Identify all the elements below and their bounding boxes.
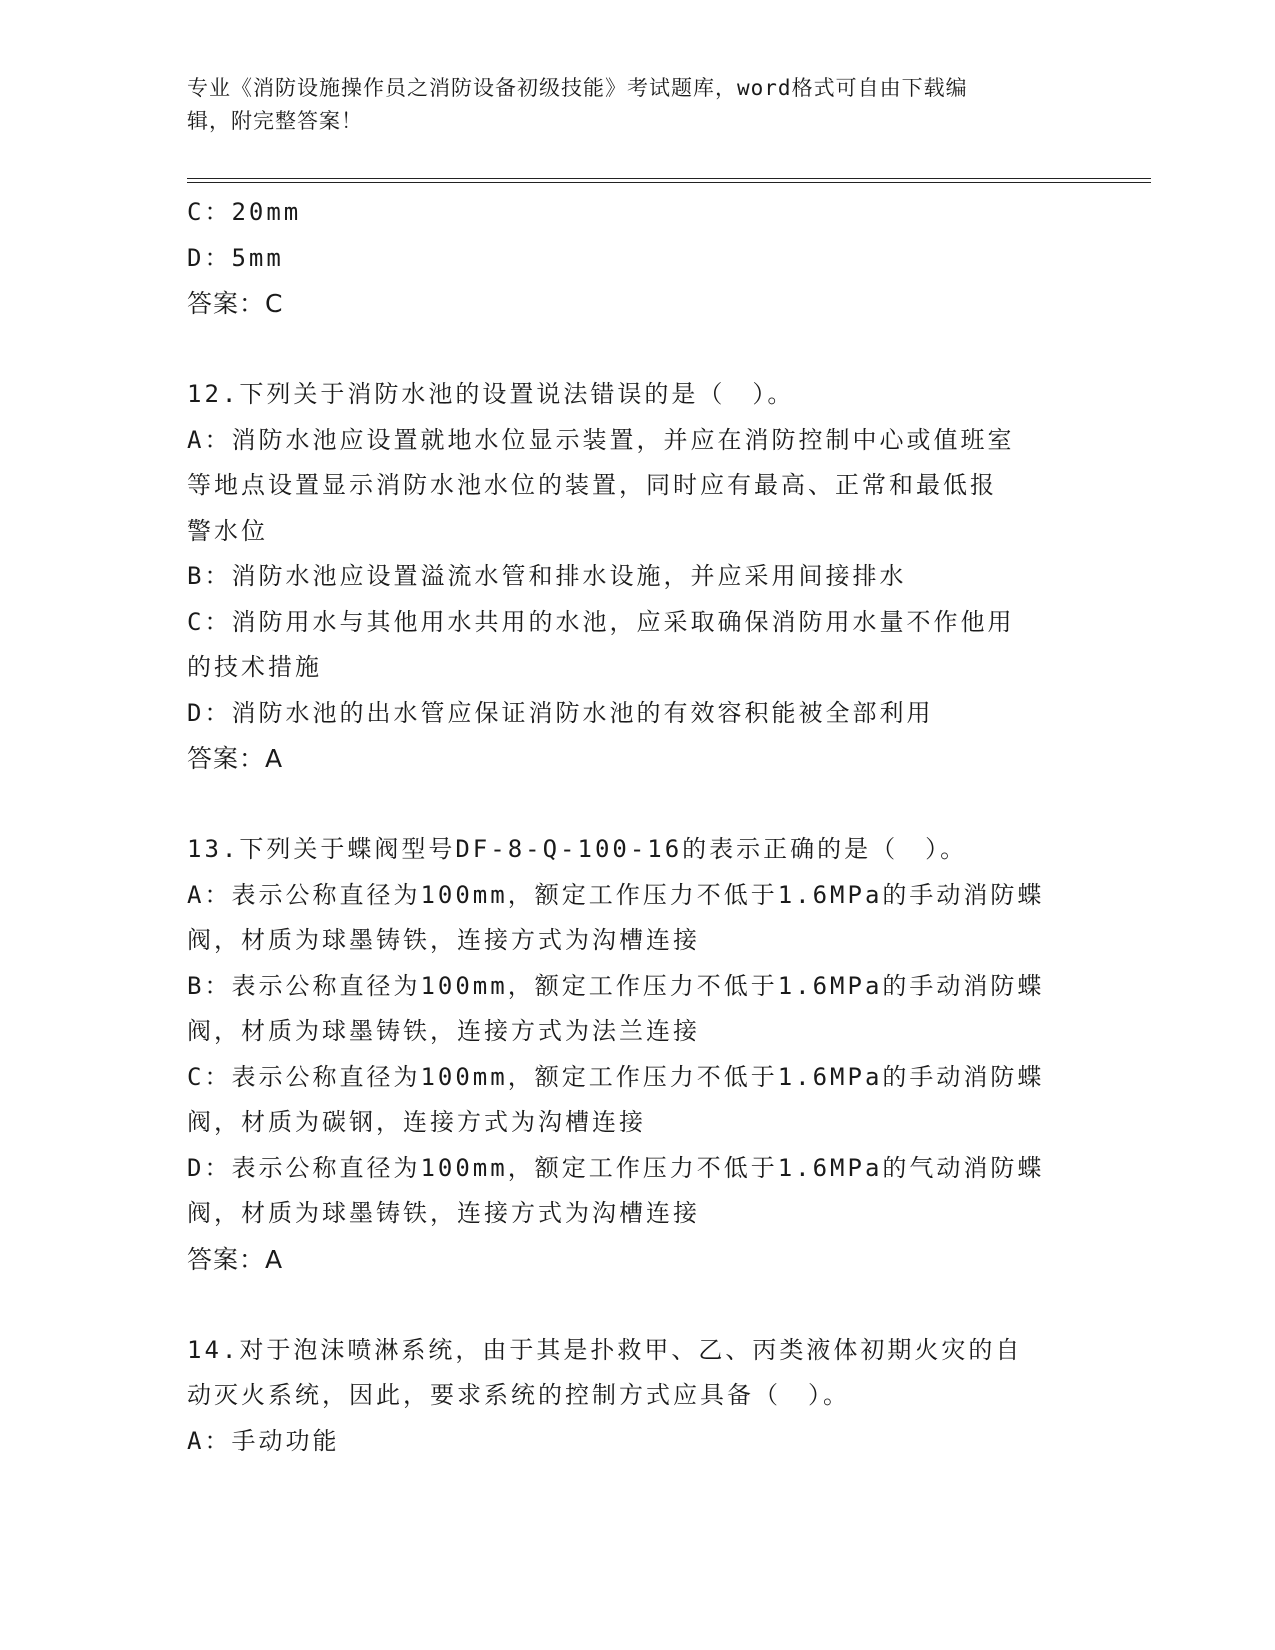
header-divider-top — [187, 178, 1151, 179]
q13-answer: 答案：A — [187, 1244, 284, 1274]
q13-option-b-line-2: 阀，材质为球墨铸铁，连接方式为法兰连接 — [187, 1017, 700, 1045]
q12-option-a-line-1: A：消防水池应设置就地水位显示装置，并应在消防控制中心或值班室 — [187, 425, 1015, 454]
q13-option-a-line-1: A：表示公称直径为100mm，额定工作压力不低于1.6MPa的手动消防蝶 — [187, 880, 1045, 909]
q11-option-c: C：20mm — [187, 198, 302, 226]
q14-stem-line-1: 14.对于泡沫喷淋系统，由于其是扑救甲、乙、丙类液体初期火灾的自 — [187, 1335, 1023, 1364]
q12-option-a-line-2: 等地点设置显示消防水池水位的装置，同时应有最高、正常和最低报 — [187, 471, 997, 499]
spacer — [187, 782, 1087, 828]
q13-option-b-line-1: B：表示公称直径为100mm，额定工作压力不低于1.6MPa的手动消防蝶 — [187, 971, 1045, 1000]
spacer — [187, 1282, 1087, 1328]
q14-option-a: A：手动功能 — [187, 1426, 340, 1455]
spacer — [187, 327, 1087, 373]
header-divider-bottom — [187, 182, 1151, 183]
q13-stem: 13.下列关于蝶阀型号DF-8-Q-100-16的表示正确的是（ ）。 — [187, 835, 968, 863]
q12-option-c-line-1: C：消防用水与其他用水共用的水池，应采取确保消防用水量不作他用 — [187, 607, 1015, 636]
q12-stem: 12.下列关于消防水池的设置说法错误的是（ ）。 — [187, 380, 795, 408]
q13-option-a-line-2: 阀，材质为球墨铸铁，连接方式为沟槽连接 — [187, 926, 700, 954]
q13-option-c-line-1: C：表示公称直径为100mm，额定工作压力不低于1.6MPa的手动消防蝶 — [187, 1062, 1045, 1091]
q12-option-b: B：消防水池应设置溢流水管和排水设施，并应采用间接排水 — [187, 562, 907, 590]
q12-option-c-line-2: 的技术措施 — [187, 653, 322, 681]
header-line-2: 辑，附完整答案！ — [187, 109, 363, 133]
q11-option-d: D：5mm — [187, 243, 284, 272]
header-line-1: 专业《消防设施操作员之消防设备初级技能》考试题库，word格式可自由下载编 — [187, 76, 968, 100]
document-header — [187, 72, 1087, 138]
q11-answer: 答案：C — [187, 289, 284, 318]
q12-answer: 答案：A — [187, 744, 284, 773]
q13-option-d-line-2: 阀，材质为球墨铸铁，连接方式为沟槽连接 — [187, 1199, 700, 1227]
q13-option-c-line-2: 阀，材质为碳钢，连接方式为沟槽连接 — [187, 1108, 646, 1136]
q12-option-d: D：消防水池的出水管应保证消防水池的有效容积能被全部利用 — [187, 698, 934, 727]
q12-option-a-line-3: 警水位 — [187, 516, 268, 545]
q14-stem-line-2: 动灭火系统，因此，要求系统的控制方式应具备（ ）。 — [187, 1381, 850, 1409]
q13-option-d-line-1: D：表示公称直径为100mm，额定工作压力不低于1.6MPa的气动消防蝶 — [187, 1153, 1045, 1182]
question-content — [187, 190, 1087, 1464]
